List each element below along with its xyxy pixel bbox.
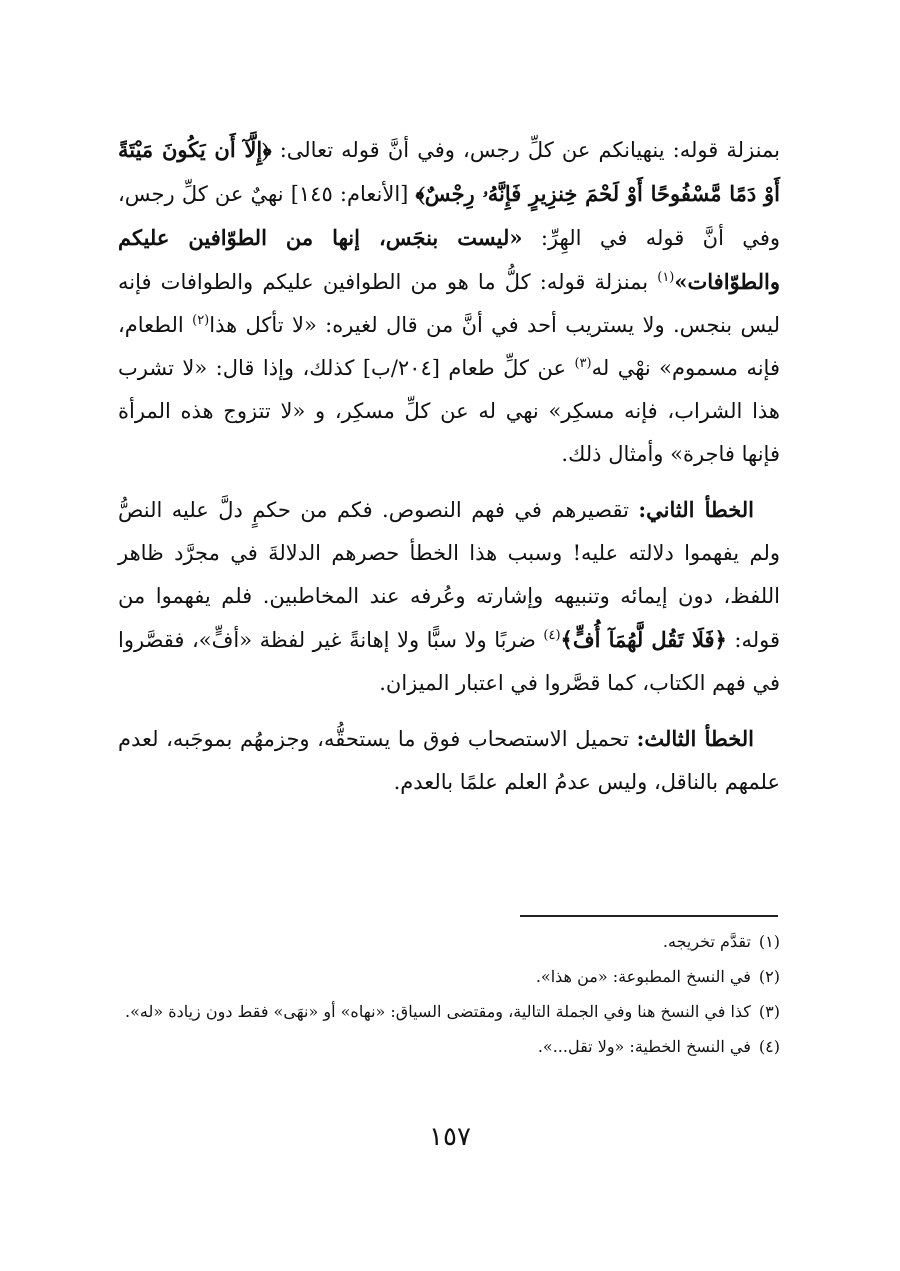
text-run: بمنزلة قوله: ينهيانكم عن كلِّ رجس، وفي أنَّ قوله تعالى: [271, 138, 780, 162]
footnotes [118, 926, 780, 1066]
text-run: ضربًا ولا سبًّا ولا إهانةً غير لفظة «أفٍّ»، فقصَّروا في فهم الكتاب، كما قصَّروا في اعتبار الميزان. [118, 628, 780, 695]
text-run: بمنزلة قوله: كلُّ ما هو من الطوافين عليكم والطوافات فإنه ليس بنجس. ولا يستريب أحد في أنَّ من قال لغيره: «لا تأكل هذا [118, 270, 780, 337]
text-run: الطعام، فإنه مسموم» نهْي له [118, 313, 780, 380]
bold-text: «ليست بنجَس، إنها من الطوّافين عليكم والطوّافات» [118, 225, 780, 294]
footnote-text: في النسخ المطبوعة: «من هذا». [535, 967, 751, 986]
footnote [118, 1031, 780, 1062]
paragraph [118, 488, 780, 705]
bold-text: الخطأ الثالث: [636, 726, 755, 751]
footnote [118, 961, 780, 992]
footnote-ref: (٣) [574, 356, 592, 371]
footnote-ref: (٤) [543, 628, 561, 643]
footnote-number: (٤) [758, 1037, 780, 1056]
quran-verse: ﴿إِلَّآ أَن يَكُونَ مَيْتَةً أَوْ دَمًا مَّسْفُوحًا أَوْ لَحْمَ خِنزِيرٍ فَإِنَّهُۥ رِجْسٌ﴾ [118, 137, 781, 206]
footnote-text: في النسخ الخطية: «ولا تقل...». [537, 1037, 751, 1056]
text-run: تقصيرهم في فهم النصوص. فكم من حكمٍ دلَّ عليه النصُّ ولم يفهموا دلالته عليه! وسبب هذا الخطأ حصرهم الدلالةَ في مجرَّد ظاهر اللفظ، دون إيمائه وتنبيهه وإشارته وعُرفه عند المخاطبين. فلم يفهموا من قوله: [118, 498, 780, 652]
main-text [118, 128, 780, 816]
footnote-number: (٣) [758, 1002, 780, 1021]
footnote [118, 996, 780, 1027]
footnote-number: (١) [758, 932, 780, 951]
quran-verse: ﴿فَلَا تَقُل لَّهُمَآ أُفٍّ﴾ [560, 627, 727, 652]
footnote-text: كذا في النسخ هنا وفي الجملة التالية، ومقتضى السياق: «نهاه» أو «نهَى» فقط دون زيادة «له». [125, 1002, 751, 1021]
footnote-ref: (٢) [192, 313, 210, 328]
footnote-number: (٢) [758, 967, 780, 986]
paragraph [118, 717, 780, 804]
text-run: [الأنعام: ١٤٥] نهيٌ عن كلِّ رجس، وفي أنَّ قوله في الهِرِّ: [118, 182, 780, 250]
footnote-ref: (١) [657, 270, 675, 285]
footnote-separator [520, 915, 778, 917]
paragraph [118, 128, 780, 476]
text-run: تحميل الاستصحاب فوق ما يستحقُّه، وجزمهُم بموجَبه، لعدم علمهم بالناقل، وليس عدمُ العلم علمًا بالعدم. [118, 727, 780, 794]
page-number: ١٥٧ [429, 1122, 471, 1152]
footnote-text: تقدَّم تخريجه. [662, 932, 751, 951]
footnote [118, 926, 780, 957]
bold-text: الخطأ الثاني: [638, 497, 754, 522]
text-run: عن كلِّ طعام [٢٠٤/ب] كذلك، وإذا قال: «لا تشرب هذا الشراب، فإنه مسكِر» نهي له عن كلِّ مسكِر، و «لا تتزوج هذه المرأة فإنها فاجرة» وأمثال ذلك. [118, 356, 780, 466]
